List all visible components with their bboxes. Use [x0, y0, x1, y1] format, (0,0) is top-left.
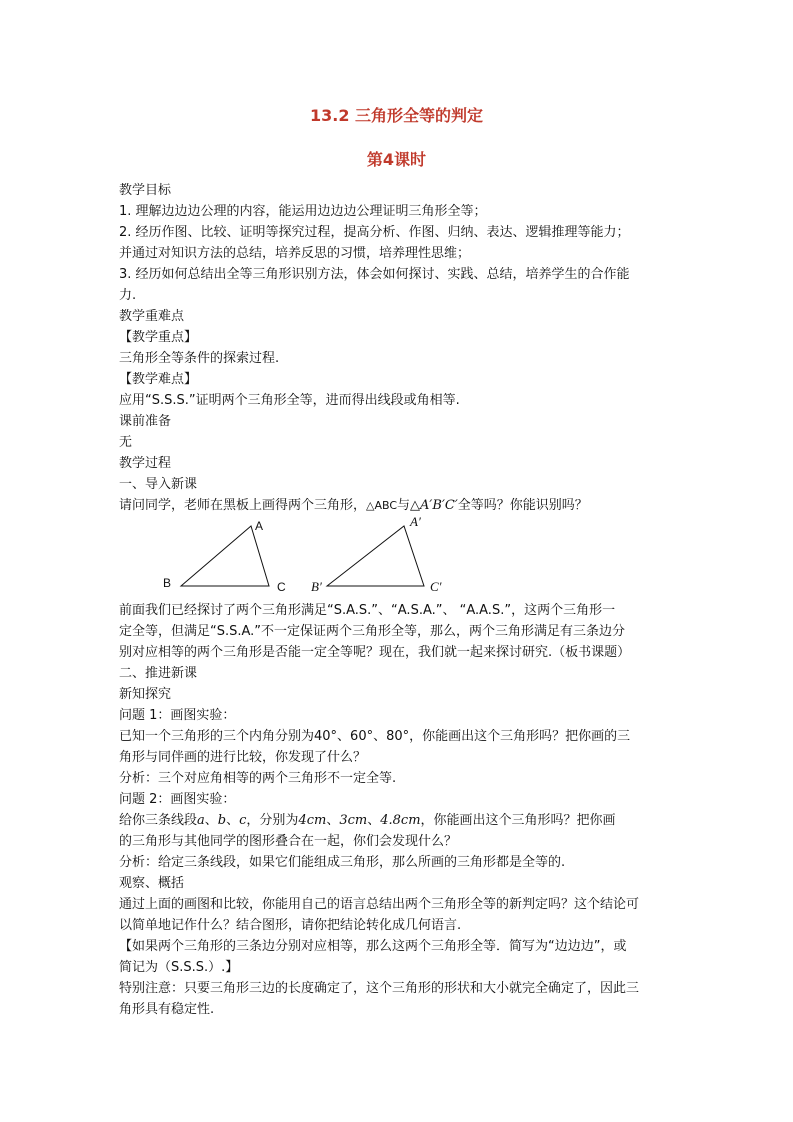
problem-1-title: 问题 1：画图实验： — [119, 708, 236, 723]
triangle-abc-label: △ABC — [366, 499, 398, 512]
vertex-b-prime-label: B′ — [311, 579, 322, 594]
key-point-text: 三角形全等条件的探索过程. — [119, 351, 280, 366]
document-title: 13.2 三角形全等的判定 — [309, 106, 484, 125]
intro-question-text: 请问同学，老师在黑板上画得两个三角形， — [119, 498, 367, 513]
segment-c: c — [239, 813, 247, 828]
triangle-abc-prime — [327, 526, 424, 586]
difficulty-text: 应用“S.S.S.”证明两个三角形全等，进而得出线段或角相等. — [119, 393, 460, 408]
p2-sep-1: 、 — [204, 813, 218, 828]
note-line-2: 角形具有稳定性. — [119, 1002, 215, 1017]
note-line-1: 特别注意：只要三角形三边的长度确定了，这个三角形的形状和大小就完全确定了，因此三 — [119, 981, 640, 996]
vertex-a-label: A — [255, 519, 264, 533]
problem-1-line-1: 已知一个三角形的三个内角分别为40°、60°、80°，你能画出这个三角形吗？把你画的三 — [119, 729, 631, 744]
problem-2-analysis: 分析：给定三条线段，如果它们能组成三角形，那么所画的三角形都是全等的. — [119, 855, 566, 870]
triangles-svg — [119, 516, 679, 600]
observe-line-2: 以简单地记作什么？结合图形，请你把结论转化成几何语言. — [119, 918, 462, 933]
length-2: 3cm — [339, 813, 368, 828]
document-body — [119, 180, 679, 1020]
heading-key-points: 教学重难点 — [119, 309, 185, 324]
objective-2-cont: 并通过对知识方法的总结，培养反思的习惯，培养理性思维； — [119, 246, 471, 261]
segment-b: b — [217, 813, 227, 828]
p2-sep-4: 、 — [367, 813, 381, 828]
problem-2-title: 问题 2：画图实验： — [119, 792, 236, 807]
p2-text-a: 给你三条线段 — [119, 813, 198, 828]
objective-2: 2. 经历作图、比较、证明等探究过程，提高分析、作图、归纳、表达、逻辑推理等能力； — [119, 225, 630, 240]
objective-3-cont: 力. — [119, 288, 137, 303]
objective-3: 3. 经历如何总结出全等三角形识别方法，体会如何探讨、实践、总结，培养学生的合作能 — [119, 267, 630, 282]
review-line-2: 定全等，但满足“S.S.A.”不一定保证两个三角形全等，那么，两个三角形满足有三条边分 — [119, 624, 626, 639]
length-3: 4.8cm — [380, 813, 421, 828]
p2-text-c: ，你能画出这个三角形吗？把你画 — [420, 813, 616, 828]
vertex-c-prime-label: C′ — [430, 579, 442, 594]
heading-objectives: 教学目标 — [119, 183, 172, 198]
p2-sep-2: 、 — [226, 813, 240, 828]
triangle-abc — [181, 526, 269, 586]
triangle-abc-prime-label: A′B′C′ — [420, 498, 458, 513]
section-intro: 一、导入新课 — [119, 477, 198, 492]
vertex-b-label: B — [163, 576, 172, 590]
label-key-point: 【教学重点】 — [119, 330, 198, 345]
heading-preparation: 课前准备 — [119, 414, 172, 429]
length-1: 4cm — [298, 813, 327, 828]
problem-1-line-2: 角形与同伴画的进行比较，你发现了什么？ — [119, 750, 367, 765]
problem-2-line-2: 的三角形与其他同学的图形叠合在一起，你们会发现什么？ — [119, 834, 458, 849]
observe-line-1: 通过上面的画图和比较，你能用自己的语言总结出两个三角形全等的新判定吗？这个结论可 — [119, 897, 640, 912]
heading-process: 教学过程 — [119, 456, 172, 471]
conclusion-line-1: 【如果两个三角形的三条边分别对应相等，那么这两个三角形全等．简写为“边边边”，或 — [119, 939, 627, 954]
lesson-subtitle: 第4课时 — [366, 150, 427, 169]
p2-sep-3: 、 — [326, 813, 340, 828]
conclusion-line-2: 简记为（S.S.S.）.】 — [119, 960, 239, 975]
vertex-c-label: C — [277, 580, 286, 594]
problem-1-analysis: 分析：三个对应角相等的两个三角形不一定全等. — [119, 771, 397, 786]
label-difficulty: 【教学难点】 — [119, 372, 198, 387]
heading-observe: 观察、概括 — [119, 876, 185, 891]
review-line-3: 别对应相等的两个三角形是否能一定全等呢？现在，我们就一起来探讨研究.（板书课题） — [119, 645, 631, 660]
preparation-text: 无 — [119, 435, 133, 450]
objective-1: 1. 理解边边边公理的内容，能运用边边边公理证明三角形全等； — [119, 204, 487, 219]
problem-2-line-1 — [119, 810, 679, 831]
triangles-figure — [119, 516, 679, 600]
heading-explore: 新知探究 — [119, 687, 172, 702]
intro-question-and: 与△ — [397, 498, 421, 513]
intro-question-end: 全等吗？你能识别吗？ — [457, 498, 588, 513]
vertex-a-prime-label: A′ — [410, 514, 421, 529]
section-new-lesson: 二、推进新课 — [119, 666, 198, 681]
intro-question — [119, 495, 679, 516]
review-line-1: 前面我们已经探讨了两个三角形满足“S.A.S.”、“A.S.A.”、 “A.A.S.”，这两个三角形一 — [119, 603, 616, 618]
p2-text-b: ，分别为 — [246, 813, 299, 828]
segment-a: a — [197, 813, 205, 828]
